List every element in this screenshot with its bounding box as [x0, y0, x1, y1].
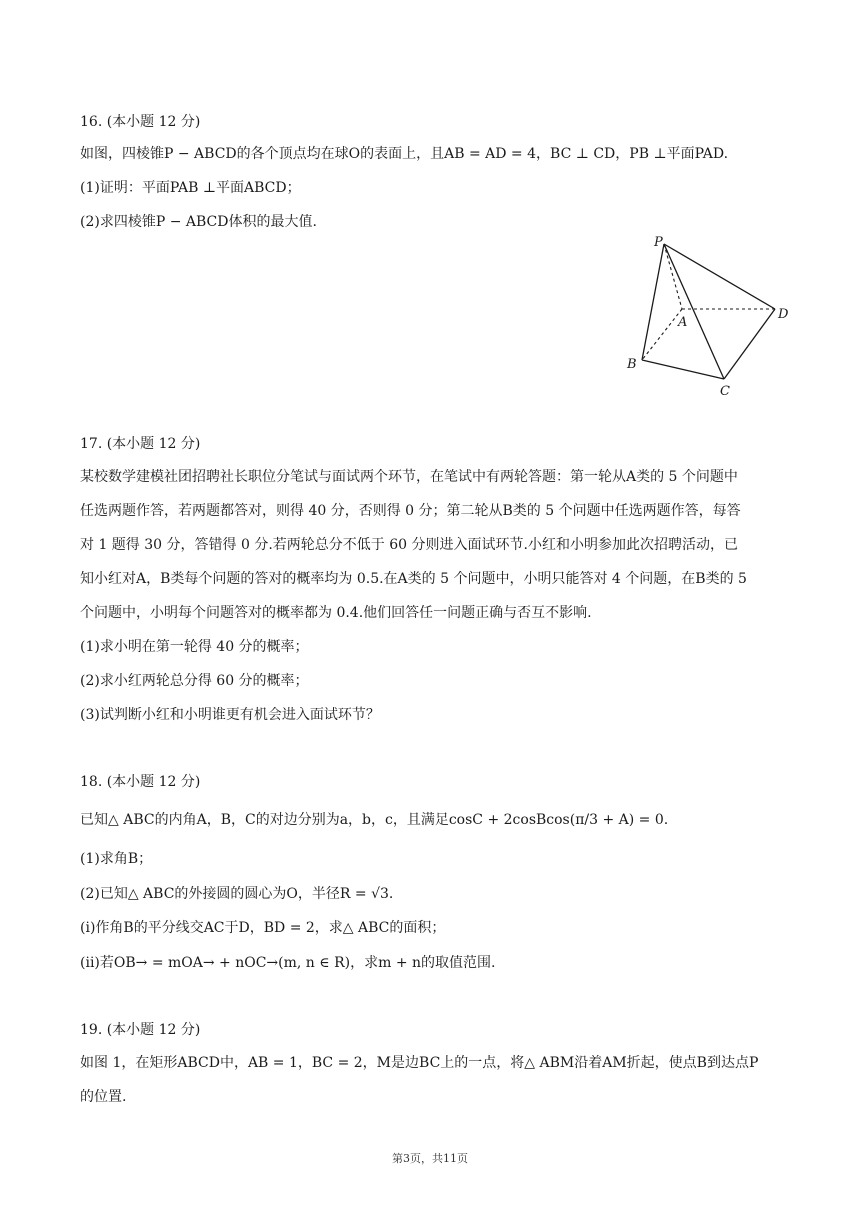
label-P: P [654, 235, 663, 250]
edge-AB [642, 309, 682, 360]
q16-stem: 如图，四棱锥P − ABCD的各个顶点均在球O的表面上，且AB = AD = 4，BC ⊥ CD，PB ⊥平面PAD. [80, 146, 729, 162]
label-C: C [720, 384, 730, 399]
q19-stem-line1: 如图 1，在矩形ABCD中，AB = 1，BC = 2，M是边BC上的一点，将△ ABM沿着AM折起，使点B到达点P [80, 1055, 759, 1071]
edge-CD [724, 309, 775, 379]
q19-stem-line2: 的位置. [80, 1089, 127, 1105]
q17-part1: (1)求小明在第一轮得 40 分的概率； [80, 639, 309, 655]
q16-part1: (1)证明：平面PAB ⊥平面ABCD； [80, 180, 301, 196]
pyramid-figure [620, 232, 800, 402]
q17-part3: (3)试判断小红和小明谁更有机会进入面试环节？ [80, 707, 380, 723]
edge-BC [642, 360, 724, 379]
q16-heading: 16. (本小题 12 分) [80, 114, 201, 130]
q18-sub-i: (i)作角B的平分线交AC于D，BD = 2，求△ ABC的面积； [80, 920, 446, 936]
q18-heading: 18. (本小题 12 分) [80, 774, 201, 790]
q17-stem-line: 某校数学建模社团招聘社长职位分笔试与面试两个环节，在笔试中有两轮答题：第一轮从A类的 5 个问题中 [80, 469, 738, 485]
q18-stem: 已知△ ABC的内角A，B，C的对边分别为a，b，c，且满足cosC + 2cosBcos(π/3 + A) = 0. [80, 812, 669, 828]
label-D: D [778, 307, 789, 322]
page-footer: 第3页，共11页 [392, 1152, 468, 1165]
q17-stem-line: 知小红对A，B类每个问题的答对的概率均为 0.5.在A类的 5 个问题中，小明只能答对 4 个问题，在B类的 5 [80, 571, 747, 587]
edge-PB [642, 244, 664, 360]
edge-PA [664, 244, 682, 309]
edge-PD [664, 244, 775, 309]
q17-stem-line: 对 1 题得 30 分，答错得 0 分.若两轮总分不低于 60 分则进入面试环节.小红和小明参加此次招聘活动，已 [80, 537, 738, 553]
label-B: B [627, 357, 637, 372]
q16-part2: (2)求四棱锥P − ABCD体积的最大值. [80, 214, 317, 230]
q18-part2: (2)已知△ ABC的外接圆的圆心为O，半径R = √3. [80, 886, 394, 902]
q19-heading: 19. (本小题 12 分) [80, 1022, 201, 1038]
q17-stem-line: 任选两题作答，若两题都答对，则得 40 分，否则得 0 分；第二轮从B类的 5 个问题中任选两题作答，每答 [80, 503, 741, 519]
q18-part1: (1)求角B； [80, 851, 153, 867]
q18-sub-ii: (ii)若OB→ = mOA→ + nOC→(m, n ∈ R)，求m + n的取值范围. [80, 955, 496, 971]
q17-stem-line: 个问题中，小明每个问题答对的概率都为 0.4.他们回答任一问题正确与否互不影响. [80, 605, 592, 621]
edge-PC [664, 244, 724, 379]
q17-part2: (2)求小红两轮总分得 60 分的概率； [80, 673, 309, 689]
q17-heading: 17. (本小题 12 分) [80, 436, 201, 452]
label-A: A [678, 315, 688, 330]
